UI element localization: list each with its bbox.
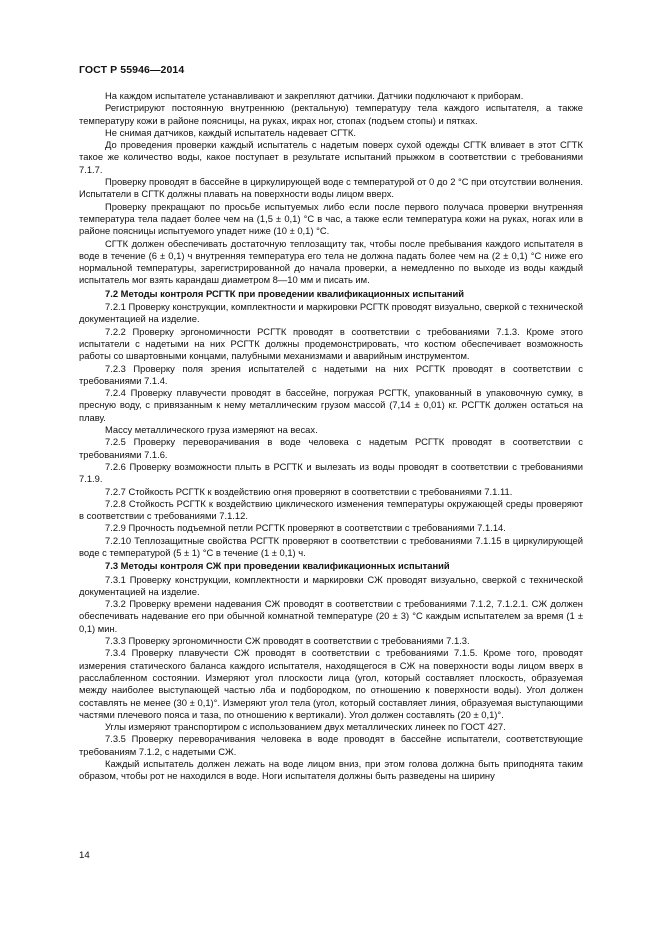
document-body [79, 90, 583, 783]
paragraph: 7.2.2 Проверку эргономичности РСГТК проводят в соответствии с требованиями 7.1.3. Кроме этого испытатели с надетыми на них РСГТК должны продемонстрировать, что костюм обеспечивает возможность работы со швартовными концами, палубными механизмами и аварийным инструментом. [79, 325, 583, 362]
paragraph: 7.2.10 Теплозащитные свойства РСГТК проверяют в соответствии с требованиями 7.1.15 в циркулирующей воде с температурой (5 ± 1) °С в течение (1 ± 0,1) ч. [79, 534, 583, 558]
paragraph: 7.2.7 Стойкость РСГТК к воздействию огня проверяют в соответствии с требованиями 7.1.11. [105, 485, 513, 497]
paragraph: Углы измеряют транспортиром с использованием двух металлических линеек по ГОСТ 427. [105, 721, 506, 733]
paragraph: 7.3.2 Проверку времени надевания СЖ проводят в соответствии с требованиями 7.1.2, 7.1.2.1. СЖ должен обеспечивать надевание его при обычной комнатной температуре (20 ± 3) °С каждым испытателем за время (1 ± 0,1) мин. [79, 598, 583, 634]
paragraph: 7.2.6 Проверку возможности плыть в РСГТК и вылезать из воды проводят в соответствии с требованиями 7.1.9. [79, 460, 583, 485]
paragraph: 7.2.4 Проверку плавучести проводят в бассейне, погружая РСГТК, упакованный в упаковочную сумку, в пресную воду, с привязанным к нему металлическим грузом массой (7,14 ± 0,01) кг. РСГТК должен остаться на плаву. [79, 387, 583, 423]
paragraph: 7.2.5 Проверку переворачивания в воде человека с надетым РСГТК проводят в соответствии с требованиями 7.1.6. [79, 436, 583, 460]
paragraph: До проведения проверки каждый испытатель с надетым поверх сухой одежды СГТК вливает в этот СГТК такое же количество воды, какое поступает в результате испытаний прыжком в соответствии с требованиями 7.1.7. [79, 139, 583, 175]
paragraph: 7.3.4 Проверку плавучести СЖ проводят в соответствии с требованиями 7.1.5. Кроме того, проводят измерения статического баланса каждого испытателя, находящегося в СЖ на поверхности воды лицом вверх в расслабленном состоянии. Измеряют угол плоскости лица (угол, который составляет плоскость, образуемая между наиболее выступающей частью лба и подбородком, по отношению к поверхности воды). Угол должен составлять не менее (30 ± 0,1)°. Измеряют угол тела (угол, который составляет линия, образуемая выступающими частями плечевого пояса и таза, по отношению к вертикали). Угол должен составлять (20 ± 0,1)°. [79, 647, 583, 720]
paragraph: Регистрируют постоянную внутреннюю (ректальную) температуру тела каждого испытателя, а также температуру кожи в районе поясницы, на руках, икрах ног, стопах (подъем стопы) и пятках. [79, 102, 583, 126]
paragraph: 7.2.8 Стойкость РСГТК к воздействию циклического изменения температуры окружающей среды проверяют в соответствии с требованиями 7.1.12. [79, 497, 583, 522]
paragraph: Проверку прекращают по просьбе испытуемых либо если после первого получаса проверки внутренняя температура тела падает более чем на (1,5 ± 0,1) °С в час, а также если температура кожи на руках, ногах или в районе поясницы испытуемого упадет ниже (10 ± 0,1) °С. [79, 200, 583, 237]
paragraph: 7.3.5 Проверку переворачивания человека в воде проводят в бассейне испытатели, соответствующие требованиям 7.1.2, с надетыми СЖ. [79, 733, 583, 757]
paragraph: Каждый испытатель должен лежать на воде лицом вниз, при этом голова должна быть приподнята таким образом, чтобы рот не находился в воде. Ноги испытателя должны быть разведены на ширину [79, 758, 583, 782]
paragraph: Массу металлического груза измеряют на весах. [105, 424, 318, 436]
paragraph: Не снимая датчиков, каждый испытатель надевает СГТК. [105, 126, 356, 138]
section-heading: 7.3 Методы контроля СЖ при проведении квалификационных испытаний [105, 560, 450, 572]
paragraph: Проверку проводят в бассейне в циркулирующей воде с температурой от 0 до 2 °С при отсутствии волнения. Испытатели в СГТК должны плавать на поверхности воды лицом вверх. [79, 176, 583, 200]
paragraph: 7.3.3 Проверку эргономичности СЖ проводят в соответствии с требованиями 7.1.3. [105, 635, 470, 647]
section-heading: 7.2 Методы контроля РСГТК при проведении квалификационных испытаний [105, 287, 464, 299]
paragraph: 7.2.1 Проверку конструкции, комплектности и маркировки РСГТК проводят визуально, сверкой с технической документацией на изделие. [79, 301, 583, 325]
paragraph: 7.2.3 Проверку поля зрения испытателей с надетыми на них РСГТК проводят в соответствии с требованиями 7.1.4. [79, 362, 583, 386]
page-number: 14 [79, 850, 90, 861]
paragraph: На каждом испытателе устанавливают и закрепляют датчики. Датчики подключают к приборам. [105, 90, 524, 101]
paragraph: СГТК должен обеспечивать достаточную теплозащиту так, чтобы после пребывания каждого испытателя в воде в течение (6 ± 0,1) ч внутренняя температура его тела не должна падать более чем на (2 ± 0,1) °С ниже его нормальной температуры, зарегистрированной до начала проверки, а немедленно по выходе из воды каждый испытатель мог взять карандаш диаметром 8—10 мм и писать им. [79, 237, 583, 286]
document-header: ГОСТ Р 55946—2014 [79, 64, 185, 76]
paragraph: 7.2.9 Прочность подъемной петли РСГТК проверяют в соответствии с требованиями 7.1.14. [105, 522, 506, 534]
paragraph: 7.3.1 Проверку конструкции, комплектности и маркировки СЖ проводят визуально, сверкой с технической документацией на изделие. [79, 573, 583, 597]
